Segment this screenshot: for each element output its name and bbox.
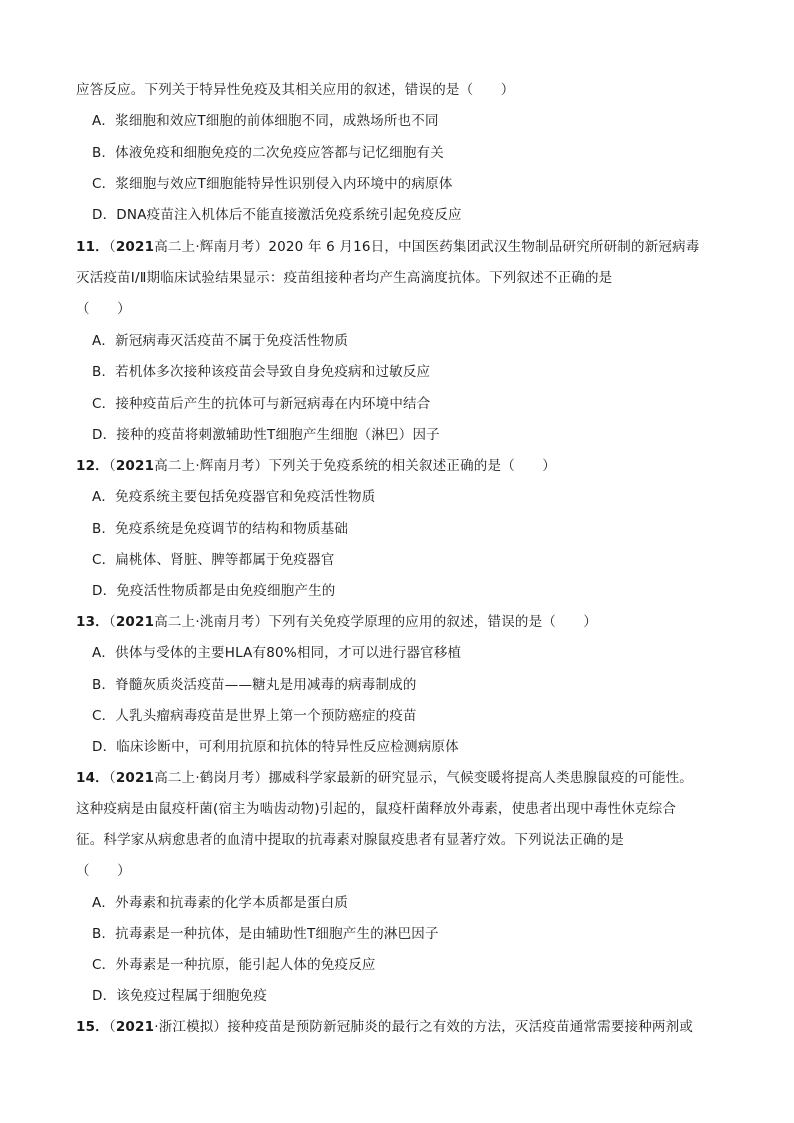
q11-option-d: D．接种的疫苗将刺激辅助性T细胞产生细胞（淋巴）因子 (92, 427, 440, 443)
q12-stem-text1: 下列关于免疫系统的相关叙述正确的是（ ） (268, 458, 557, 474)
q14-stem-line4: （ ） (76, 863, 131, 879)
q10-option-d: D．DNA疫苗注入机体后不能直接激活免疫系统引起免疫反应 (92, 207, 462, 223)
q13-source: 高二上·洮南月考） (154, 614, 269, 630)
q12-source-open: （ (108, 458, 116, 474)
q14-option-c: C．外毒素是一种抗原，能引起人体的免疫反应 (92, 957, 376, 973)
q13-source-year: 2021 (115, 614, 155, 630)
q11-option-a: A．新冠病毒灭活疫苗不属于免疫活性物质 (92, 333, 349, 349)
q14-option-a: A．外毒素和抗毒素的化学本质都是蛋白质 (92, 895, 349, 911)
q11-option-b: B．若机体多次接种该疫苗会导致自身免疫病和过敏反应 (92, 364, 431, 380)
q12-source-year: 2021 (115, 458, 155, 474)
q11-stem-line3: （ ） (76, 301, 131, 317)
q14-source: 高二上·鹤岗月考） (154, 770, 269, 786)
q15-number: 15． (76, 1019, 109, 1035)
q12-number: 12． (76, 458, 109, 474)
q15-source-year: 2021 (115, 1019, 155, 1035)
q13-option-a: A．供体与受体的主要HLA有80%相同，才可以进行器官移植 (92, 645, 462, 661)
q11-source-year: 2021 (115, 239, 155, 255)
q13-source-open: （ (108, 614, 116, 630)
q10-option-c: C．浆细胞与效应T细胞能特异性识别侵入内环境中的病原体 (92, 176, 453, 192)
q12-option-c: C．扁桃体、肾脏、脾等都属于免疫器官 (92, 552, 335, 568)
q13-option-c: C．人乳头瘤病毒疫苗是世界上第一个预防癌症的疫苗 (92, 708, 417, 724)
q14-option-d: D．该免疫过程属于细胞免疫 (92, 988, 267, 1004)
q11-stem-text1: 2020 年 6 月16日，中国医药集团武汉生物制品研究所研制的新冠病毒 (268, 239, 700, 255)
q11-stem-line1 (76, 237, 700, 257)
q11-number: 11． (76, 239, 109, 255)
q11-source: 高二上·辉南月考） (154, 239, 269, 255)
q11-option-c: C．接种疫苗后产生的抗体可与新冠病毒在内环境中结合 (92, 396, 431, 412)
q10-option-b: B．体液免疫和细胞免疫的二次免疫应答都与记忆细胞有关 (92, 145, 444, 161)
q13-number: 13． (76, 614, 109, 630)
q15-source: ·浙江模拟） (154, 1019, 228, 1035)
q10-option-a: A．浆细胞和效应T细胞的前体细胞不同，成熟场所也不同 (92, 113, 439, 129)
q12-option-a: A．免疫系统主要包括免疫器官和免疫活性物质 (92, 489, 376, 505)
q12-option-b: B．免疫系统是免疫调节的结构和物质基础 (92, 521, 349, 537)
q14-stem-line1 (76, 768, 693, 788)
q14-stem-line2: 这种疫病是由鼠疫杆菌(宿主为啮齿动物)引起的，鼠疫杆菌释放外毒素，使患者出现中毒性休克综合 (76, 801, 677, 817)
q12-option-d: D．免疫活性物质都是由免疫细胞产生的 (92, 583, 336, 599)
q15-source-open: （ (108, 1019, 116, 1035)
q14-number: 14． (76, 770, 109, 786)
q14-stem-line3: 征。科学家从病愈患者的血清中提取的抗毒素对腺鼠疫患者有显著疗效。下列说法正确的是 (76, 832, 624, 848)
q10-stem-tail: 应答反应。下列关于特异性免疫及其相关应用的叙述，错误的是（ ） (76, 82, 515, 98)
q14-source-open: （ (108, 770, 116, 786)
q11-source-open: （ (108, 239, 116, 255)
q14-stem-text1: 挪威科学家最新的研究显示，气候变暖将提高人类患腺鼠疫的可能性。 (268, 770, 694, 786)
q14-option-b: B．抗毒素是一种抗体，是由辅助性T细胞产生的淋巴因子 (92, 926, 439, 942)
q12-source: 高二上·辉南月考） (154, 458, 269, 474)
q13-stem-line1 (76, 612, 597, 632)
q13-option-b: B．脊髓灰质炎活疫苗——糖丸是用减毒的病毒制成的 (92, 677, 417, 693)
q15-stem-line1 (76, 1017, 693, 1037)
q14-source-year: 2021 (115, 770, 155, 786)
q11-stem-line2: 灭活疫苗Ⅰ/Ⅱ期临床试验结果显示：疫苗组接种者均产生高滴度抗体。下列叙述不正确的是 (76, 270, 613, 286)
q12-stem-line1 (76, 456, 556, 476)
q15-stem-text1: 接种疫苗是预防新冠肺炎的最行之有效的方法，灭活疫苗通常需要接种两剂或 (227, 1019, 694, 1035)
q13-option-d: D．临床诊断中，可利用抗原和抗体的特异性反应检测病原体 (92, 739, 459, 755)
q13-stem-text1: 下列有关免疫学原理的应用的叙述，错误的是（ ） (268, 614, 598, 630)
